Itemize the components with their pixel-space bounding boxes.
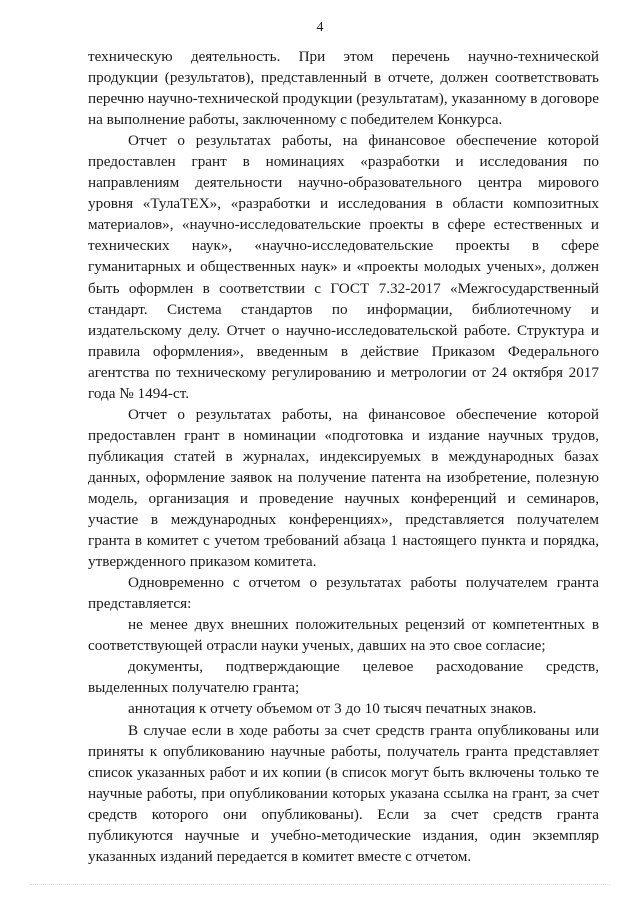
scan-artifact-line [30, 884, 610, 889]
paragraph-submitted-with-report: Одновременно с отчетом о результатах работы получателем гранта представляется: [88, 574, 599, 613]
document-body [88, 46, 599, 867]
paragraph-published-works: В случае если в ходе работы за счет средств гранта опубликованы или приняты к опубликованию научные работы, получатель гранта представляет список указанных работ и их копии (в список могут быть включены только те научные работы, при опубликовании которых указана ссылка на грант, за счет средств которого они опубликованы). Если за счет средств гранта публикуются научные и учебно-методические издания, один экземпляр указанных изданий передается в комитет вместе с отчетом. [88, 721, 599, 865]
paragraph-continuation: техническую деятельность. При этом перечень научно-технической продукции (результатов), представленный в отчете, должен соответствовать перечню научно-технической продукции (результатам), указанному в договоре на выполнение работы, заключенному с победителем Конкурса. [88, 48, 599, 129]
list-item-annotation: аннотация к отчету объемом от 3 до 10 тысяч печатных знаков. [128, 700, 537, 718]
list-item-expense-documents: документы, подтверждающие целевое расходование средств, выделенных получателю гранта; [88, 658, 599, 697]
list-item-reviews: не менее двух внешних положительных рецензий от компетентных в соответствующей отрасли науки ученых, давших на это свое согласие; [88, 616, 599, 655]
page-number: 4 [316, 20, 324, 35]
paragraph-report-publications: Отчет о результатах работы, на финансовое обеспечение которой предоставлен грант в номинации «подготовка и издание научных трудов, публикация статей в журналах, индексируемых в международных базах данных, оформление заявок на получение патента на изобретение, полезную модель, организация и проведение научных конференций и семинаров, участие в международных конференциях», представляется получателем гранта в комитет с учетом требований абзаца 1 настоящего пункта и порядка, утвержденного приказом комитета. [88, 405, 599, 571]
paragraph-report-gost: Отчет о результатах работы, на финансовое обеспечение которой предоставлен грант в номинациях «разработки и исследования по направлениям деятельности научно-образовательного центра мирового уровня «ТулаТЕХ», «разработки и исследования в области композитных материалов», «научно-исследовательские проекты в сфере естественных и технических наук», «научно-исследовательские проекты в сфере гуманитарных и общественных наук» и «проекты молодых ученых», должен быть оформлен в соответствии с ГОСТ 7.32-2017 «Межгосударственный стандарт. Система стандартов по информации, библиотечному и издательскому делу. Отчет о научно-исследовательской работе. Структура и правила оформления», введенным в действие Приказом Федерального агентства по техническому регулированию и метрологии от 24 октября 2017 года № 1494-ст. [88, 132, 599, 402]
